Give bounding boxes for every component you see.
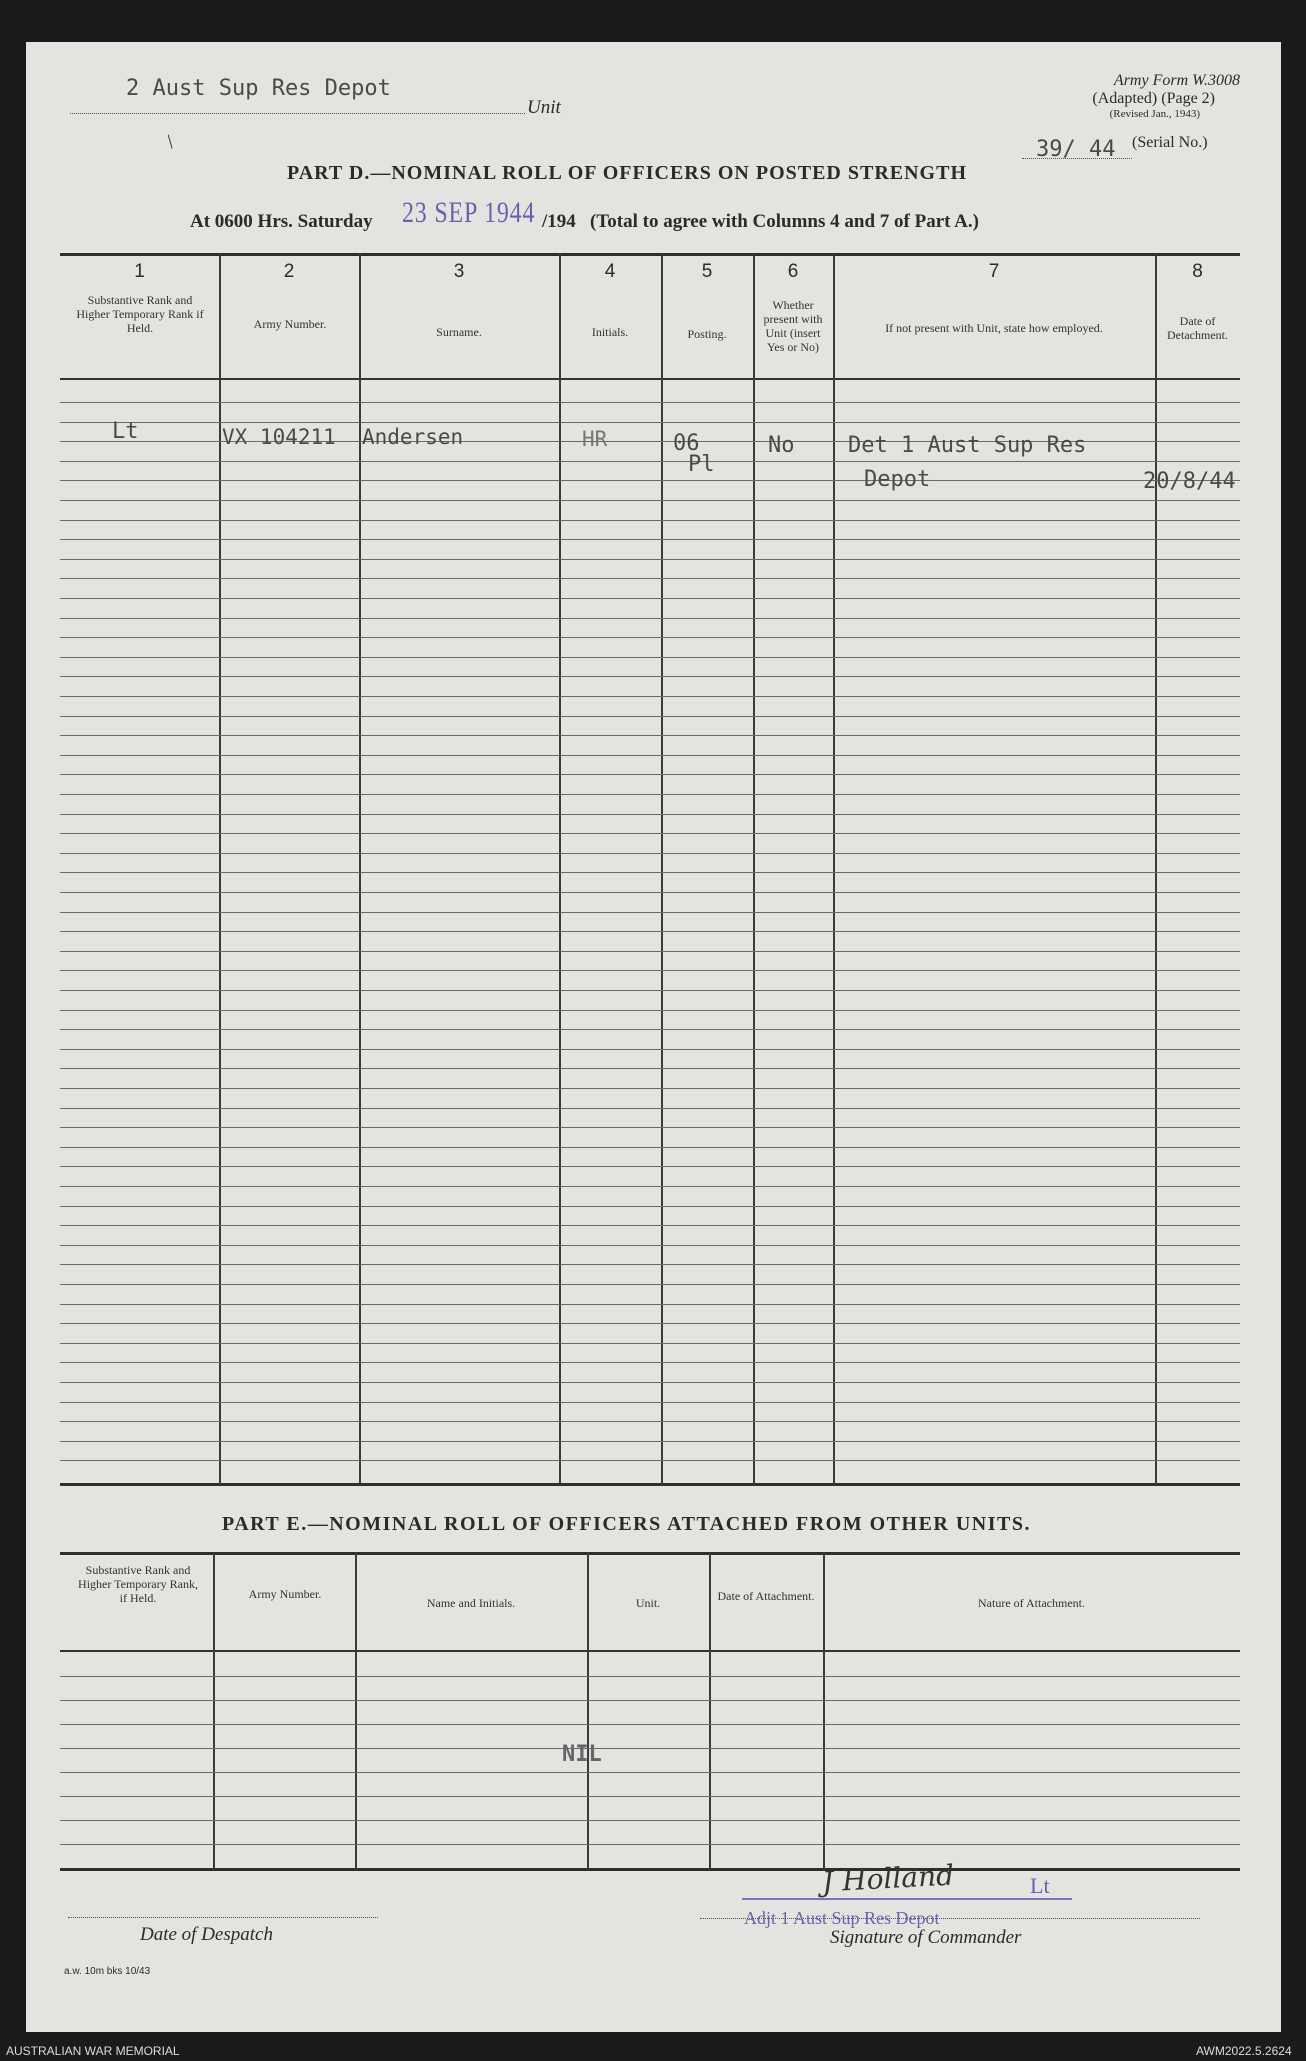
ruled-line [60, 618, 1240, 619]
ruled-line [60, 1147, 1240, 1148]
ruled-line [60, 1264, 1240, 1265]
entry-initials: HR [582, 427, 608, 451]
col-header-surname: Surname. [436, 325, 482, 339]
entry-posting-1: 06 [673, 431, 700, 456]
ruled-line [60, 1304, 1240, 1305]
entry-army-number: VX 104211 [222, 425, 336, 449]
col-number: 8 [1192, 261, 1203, 282]
ruled-line [60, 1010, 1240, 1011]
entry-rank: Lt [112, 419, 139, 444]
ruled-line [60, 598, 1240, 599]
ruled-line [60, 1049, 1240, 1050]
ruled-line [60, 1225, 1240, 1226]
col-header-initials: Initials. [591, 325, 629, 339]
e-col-header-date-attach: Date of Attachment. [717, 1589, 815, 1603]
ruled-line [60, 912, 1240, 913]
part-d-col-divider [833, 253, 835, 1485]
ruled-line [60, 735, 1240, 736]
ruled-line [60, 1186, 1240, 1187]
ruled-line [60, 1362, 1240, 1363]
col-number: 3 [453, 261, 465, 282]
col-number: 4 [604, 261, 616, 282]
ruled-line [60, 1441, 1240, 1442]
ruled-line [60, 1245, 1240, 1246]
ruled-line [60, 794, 1240, 795]
ruled-line [60, 872, 1240, 873]
col-header-posting: Posting. [687, 327, 727, 341]
at-prefix: At 0600 Hrs. Saturday [190, 211, 373, 232]
serial-label: (Serial No.) [1132, 134, 1208, 151]
part-d-col-divider [559, 253, 561, 1485]
ruled-line [60, 1108, 1240, 1109]
ruled-line [60, 1402, 1240, 1403]
ruled-line [60, 833, 1240, 834]
part-e-header-rule [60, 1650, 1240, 1652]
part-d-col-divider [1155, 253, 1157, 1485]
date-stamp: 23 SEP 1944 [402, 196, 536, 229]
ruled-line [60, 755, 1240, 756]
ruled-line [60, 422, 1240, 423]
form-revised: (Revised Jan., 1943) [1109, 108, 1200, 120]
ruled-line [60, 1460, 1240, 1461]
serial-dotted-line [1022, 158, 1132, 159]
signature-rank: Lt [1030, 1873, 1050, 1898]
adjt-stamp: Adjt 1 Aust Sup Res Depot [744, 1908, 940, 1928]
ruled-line [60, 774, 1240, 775]
part-d-col-divider [219, 253, 221, 1485]
col-header-rank: Substantive Rank and Higher Temporary Rank if Held. [76, 293, 204, 335]
pen-mark: / [161, 131, 180, 153]
form-adapted: (Adapted) (Page 2) [1092, 90, 1215, 107]
col-header-date-detach: Date of Detachment. [1167, 314, 1228, 342]
ruled-line [60, 1382, 1240, 1383]
ruled-line [60, 461, 1240, 462]
ruled-line [60, 1700, 1240, 1701]
part-d-col-divider [661, 253, 663, 1485]
entry-date-detach: 20/8/44 [1143, 469, 1236, 494]
part-d-col-divider [359, 253, 361, 1485]
col-number: 1 [134, 261, 145, 282]
despatch-dotted-line [68, 1917, 378, 1918]
print-code: a.w. 10m bks 10/43 [64, 1966, 151, 1977]
unit-value: 2 Aust Sup Res Depot [126, 76, 391, 101]
serial-value: 39/ 44 [1036, 137, 1116, 162]
ruled-line [60, 637, 1240, 638]
part-e-nil: NIL [562, 1742, 602, 1767]
part-e-top-rule [60, 1552, 1240, 1555]
ruled-line [60, 1088, 1240, 1089]
col-number: 5 [701, 261, 713, 282]
ruled-line [60, 1676, 1240, 1677]
ruled-line [60, 951, 1240, 952]
ruled-line [60, 657, 1240, 658]
ruled-line [60, 1323, 1240, 1324]
ruled-line [60, 578, 1240, 579]
col-header-employment: If not present with Unit, state how employed. [885, 321, 1103, 335]
part-e-col-divider [213, 1552, 215, 1870]
ruled-line [60, 500, 1240, 501]
ruled-line [60, 1772, 1240, 1773]
ruled-line [60, 716, 1240, 717]
ruled-line [60, 990, 1240, 991]
ruled-line [60, 559, 1240, 560]
col-number: 7 [988, 261, 1000, 282]
ruled-line [60, 1127, 1240, 1128]
e-col-header-name: Name and Initials. [426, 1596, 516, 1610]
part-d-title: PART D.—NOMINAL ROLL OF OFFICERS ON POSTED STRENGTH [287, 162, 968, 184]
e-col-header-nature: Nature of Attachment. [978, 1596, 1085, 1610]
ruled-line [60, 1166, 1240, 1167]
archive-reference: AWM2022.5.2624 [1196, 2044, 1292, 2058]
ruled-line [60, 696, 1240, 697]
col-number: 2 [283, 261, 295, 282]
part-d-col-divider [753, 253, 755, 1485]
form-title: Army Form W.3008 [1113, 72, 1240, 89]
ruled-line [60, 480, 1240, 481]
part-d-top-rule [60, 253, 1240, 256]
commander-signature: J Holland [821, 1858, 955, 1899]
signature-stamp-rule [742, 1898, 1072, 1900]
ruled-line [60, 1206, 1240, 1207]
e-col-header-unit: Unit. [635, 1596, 661, 1610]
ruled-line [60, 1284, 1240, 1285]
ruled-line [60, 1820, 1240, 1821]
part-e-title: PART E.—NOMINAL ROLL OF OFFICERS ATTACHED FROM OTHER UNITS. [222, 1513, 1031, 1535]
ruled-line [60, 1724, 1240, 1725]
ruled-line [60, 1421, 1240, 1422]
entry-employment-2: Depot [864, 467, 931, 492]
ruled-line [60, 814, 1240, 815]
part-e-bottom-rule [60, 1868, 1240, 1871]
ruled-line [60, 520, 1240, 521]
entry-posting-2: Pl [688, 452, 715, 477]
archive-credit: AUSTRALIAN WAR MEMORIAL [6, 2044, 180, 2058]
ruled-line [60, 892, 1240, 893]
ruled-line [60, 1068, 1240, 1069]
part-d-header-rule [60, 378, 1240, 380]
total-note: (Total to agree with Columns 4 and 7 of Part A.) [590, 211, 979, 232]
ruled-line [60, 402, 1240, 403]
unit-dotted-line [70, 113, 525, 114]
ruled-line [60, 1343, 1240, 1344]
entry-employment-1: Det 1 Aust Sup Res [848, 433, 1087, 458]
part-d-bottom-rule [60, 1483, 1240, 1486]
ruled-line [60, 539, 1240, 540]
ruled-line [60, 853, 1240, 854]
entry-present: No [768, 433, 795, 458]
col-header-army-number: Army Number. [253, 317, 327, 331]
ruled-line [60, 931, 1240, 932]
e-col-header-army-number: Army Number. [248, 1587, 322, 1601]
date-of-despatch-label: Date of Despatch [140, 1924, 273, 1945]
ruled-line [60, 1844, 1240, 1845]
ruled-line [60, 1748, 1240, 1749]
col-number: 6 [787, 261, 799, 282]
col-header-present: Whether present with Unit (insert Yes or No) [763, 298, 823, 354]
unit-label: Unit [527, 97, 561, 118]
entry-surname: Andersen [362, 425, 464, 449]
ruled-line [60, 676, 1240, 677]
ruled-line [60, 1796, 1240, 1797]
signature-of-commander-label: Signature of Commander [830, 1927, 1022, 1948]
ruled-line [60, 970, 1240, 971]
ruled-line [60, 1029, 1240, 1030]
year-suffix: /194 [542, 211, 576, 232]
e-col-header-rank: Substantive Rank and Higher Temporary Rank, if Held. [78, 1563, 198, 1605]
